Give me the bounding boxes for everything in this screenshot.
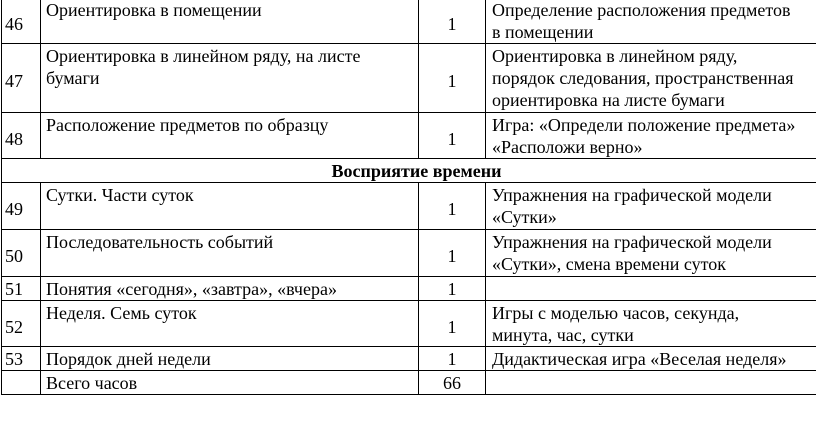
lesson-hours: 1 <box>419 277 486 301</box>
lesson-topic: Ориентировка в линейном ряду, на листе бумаги <box>41 44 419 113</box>
lesson-topic: Последовательность событий <box>41 230 419 277</box>
lesson-number: 52 <box>2 301 41 347</box>
lesson-activity <box>486 230 816 277</box>
table-row <box>2 113 816 159</box>
section-row <box>2 159 816 183</box>
lesson-topic: Понятия «сегодня», «завтра», «вчера» <box>41 277 419 301</box>
lesson-number: 47 <box>2 44 41 113</box>
lesson-number: 49 <box>2 183 41 230</box>
activity-line: Ориентировка в линейном ряду, <box>492 46 738 66</box>
lesson-topic: Ориентировка в помещении <box>41 0 419 44</box>
lesson-activity <box>486 0 816 44</box>
lesson-topic: Порядок дней недели <box>41 347 419 371</box>
lesson-hours: 1 <box>419 301 486 347</box>
total-row <box>2 371 816 395</box>
activity-line: Игры с моделью часов, секунда, <box>492 303 740 323</box>
activity-line: Дидактическая игра «Веселая неделя» <box>492 349 787 369</box>
lesson-hours: 1 <box>419 0 486 44</box>
lesson-plan-table <box>1 0 816 395</box>
lesson-hours: 1 <box>419 113 486 159</box>
lesson-hours: 1 <box>419 183 486 230</box>
lesson-topic: Неделя. Семь суток <box>41 301 419 347</box>
lesson-number: 48 <box>2 113 41 159</box>
lesson-number: 46 <box>2 0 41 44</box>
table-row <box>2 347 816 371</box>
lesson-number: 51 <box>2 277 41 301</box>
lesson-hours: 1 <box>419 44 486 113</box>
lesson-topic: Сутки. Части суток <box>41 183 419 230</box>
table-row <box>2 0 816 44</box>
activity-line: минута, час, сутки <box>492 325 634 345</box>
section-title: Восприятие времени <box>2 159 816 183</box>
activity-line: Игра: «Определи положение предмета» <box>492 115 796 135</box>
lesson-activity <box>486 301 816 347</box>
activity-line: Упражнения на графической модели <box>492 185 772 205</box>
lesson-activity <box>486 277 816 301</box>
activity-line: ориентировка на листе бумаги <box>492 90 725 110</box>
table-row <box>2 230 816 277</box>
lesson-number: 53 <box>2 347 41 371</box>
activity-line: «Сутки» <box>492 207 557 227</box>
activity-line: порядок следования, пространственная <box>492 68 794 88</box>
activity-line: «Сутки», смена времени суток <box>492 254 727 274</box>
total-label: Всего часов <box>41 371 419 395</box>
activity-line: Упражнения на графической модели <box>492 232 772 252</box>
activity-line: «Расположи верно» <box>492 137 643 157</box>
activity-line: в помещении <box>492 22 594 42</box>
total-activity-cell <box>486 371 816 395</box>
lesson-hours: 1 <box>419 347 486 371</box>
lesson-topic: Расположение предметов по образцу <box>41 113 419 159</box>
activity-line: Определение расположения предметов <box>492 0 791 20</box>
lesson-hours: 1 <box>419 230 486 277</box>
table-row <box>2 301 816 347</box>
table-row <box>2 183 816 230</box>
lesson-activity <box>486 183 816 230</box>
table-row <box>2 44 816 113</box>
lesson-activity <box>486 44 816 113</box>
lesson-activity <box>486 347 816 371</box>
total-hours: 66 <box>419 371 486 395</box>
lesson-activity <box>486 113 816 159</box>
table-row <box>2 277 816 301</box>
total-number-cell <box>2 371 41 395</box>
lesson-number: 50 <box>2 230 41 277</box>
